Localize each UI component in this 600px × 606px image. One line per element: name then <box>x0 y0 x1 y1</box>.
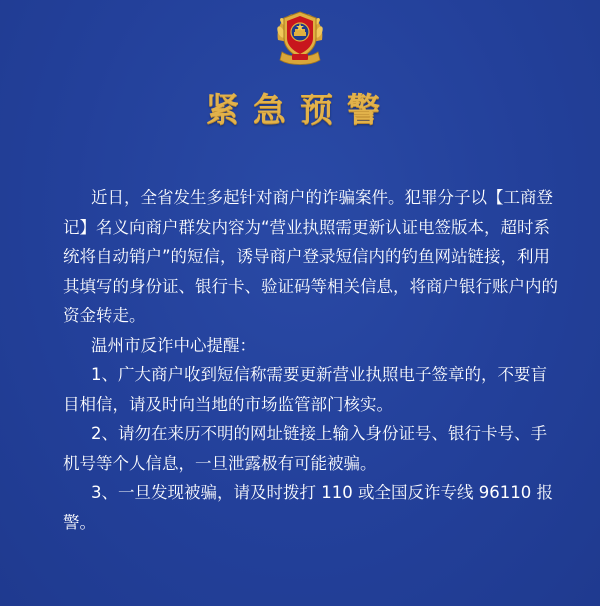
police-emblem-icon <box>270 8 330 68</box>
tip-item: 3、一旦发现被骗，请及时拨打 110 或全国反诈专线 96110 报警。 <box>63 483 553 532</box>
tip-item: 2、请勿在来历不明的网址链接上输入身份证号、银行卡号、手机号等个人信息，一旦泄露极有可能被骗。 <box>63 424 547 473</box>
page-title: 紧急预警 <box>206 90 394 129</box>
reminder-heading: 温州市反诈中心提醒： <box>91 335 256 355</box>
tip-item: 1、广大商户收到短信称需要更新营业执照电子签章的，不要盲目相信，请及时向当地的市场监管部门核实。 <box>63 365 547 414</box>
alert-body <box>63 183 563 537</box>
intro-paragraph: 近日，全省发生多起针对商户的诈骗案件。犯罪分子以【工商登记】名义向商户群发内容为“营业执照需更新认证电签版本，超时系统将自动销户”的短信，诱导商户登录短信内的钓鱼网站链接，利用其填写的身份证、银行卡、验证码等相关信息，将商户银行账户内的资金转走。 <box>63 188 558 325</box>
